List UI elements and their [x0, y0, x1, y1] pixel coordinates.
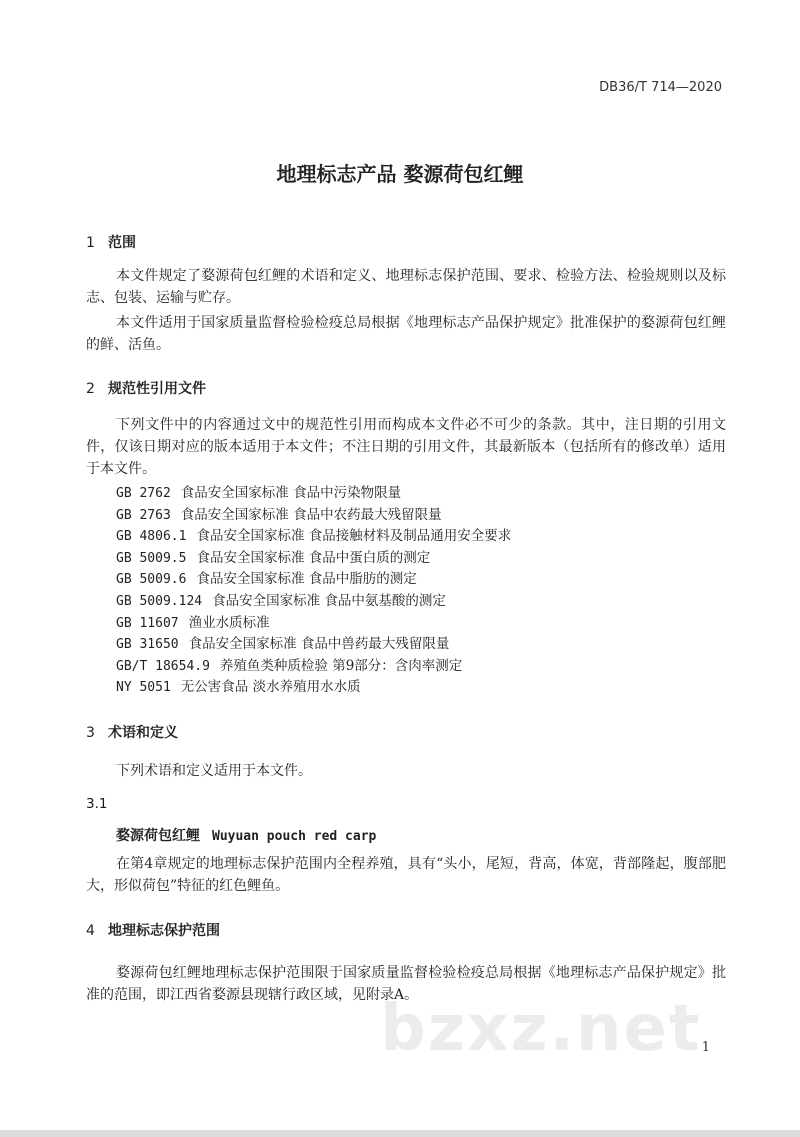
section-title: 术语和定义: [108, 725, 178, 741]
reference-item: [116, 526, 511, 548]
term-english: Wuyuan pouch red carp: [212, 829, 377, 844]
reference-title: 无公害食品 淡水养殖用水水质: [180, 679, 361, 696]
reference-item: [116, 656, 511, 678]
reference-title: 食品安全国家标准 食品中脂肪的测定: [196, 571, 417, 588]
section-title: 范围: [108, 235, 136, 251]
watermark: bzxz.net: [380, 992, 702, 1066]
clause-number: 3.1: [86, 796, 108, 812]
reference-title: 渔业水质标准: [188, 614, 270, 631]
reference-code: GB 5009.124: [116, 593, 203, 609]
reference-title: 食品安全国家标准 食品接触材料及制品通用安全要求: [196, 528, 512, 545]
section-3-heading: [86, 722, 178, 742]
section-2-paragraph-1: 下列文件中的内容通过文中的规范性引用而构成本文件必不可少的条款。其中，注日期的引用文件，仅该日期对应的版本适用于本文件；不注日期的引用文件，其最新版本（包括所有的修改单）适用于本文件。: [86, 417, 726, 477]
reference-item: [116, 483, 511, 505]
section-title: 规范性引用文件: [108, 381, 206, 397]
reference-item: [116, 613, 511, 635]
normative-references-list: [116, 483, 511, 699]
reference-title: 食品安全国家标准 食品中农药最大残留限量: [180, 506, 442, 523]
page-number: 1: [701, 1040, 710, 1055]
section-number: 4: [86, 923, 95, 939]
reference-code: GB 2762: [116, 486, 171, 501]
reference-code: GB 5009.5: [116, 550, 187, 566]
section-number: 3: [86, 725, 95, 741]
reference-code: GB 2763: [116, 507, 171, 523]
section-4-heading: [86, 920, 220, 940]
section-number: 1: [86, 235, 95, 251]
reference-title: 食品安全国家标准 食品中蛋白质的测定: [196, 549, 431, 566]
section-3-paragraph-1: 下列术语和定义适用于本文件。: [116, 763, 312, 779]
reference-title: 养殖鱼类种质检验 第9部分：含肉率测定: [219, 657, 463, 674]
reference-code: GB 11607: [116, 615, 179, 631]
reference-title: 食品安全国家标准 食品中污染物限量: [180, 485, 402, 501]
section-4-paragraph-1: 婺源荷包红鲤地理标志保护范围限于国家质量监督检验检疫总局根据《地理标志产品保护规定》批准的范围，即江西省婺源县现辖行政区域，见附录A。: [86, 965, 726, 1003]
section-2-heading: [86, 378, 206, 398]
reference-code: GB 4806.1: [116, 529, 187, 545]
section-1-paragraph-1: 本文件规定了婺源荷包红鲤的术语和定义、地理标志保护范围、要求、检验方法、检验规则以及标志、包装、运输与贮存。: [86, 268, 726, 306]
reference-code: GB/T 18654.9: [116, 658, 210, 674]
reference-code: GB 31650: [116, 637, 179, 653]
term-definition: 在第4章规定的地理标志保护范围内全程养殖，具有“头小，尾短，背高，体宽，背部隆起，腹部肥大，形似荷包”特征的红色鲤鱼。: [86, 856, 726, 894]
section-1-paragraph-2: 本文件适用于国家质量监督检验检疫总局根据《地理标志产品保护规定》批准保护的婺源荷包红鲤的鲜、活鱼。: [86, 315, 726, 353]
reference-item: [116, 591, 511, 613]
section-number: 2: [86, 381, 95, 397]
term-entry: [116, 825, 376, 845]
reference-item: [116, 569, 511, 591]
section-title: 地理标志保护范围: [108, 923, 220, 939]
section-1-heading: [86, 232, 136, 252]
document-title: 地理标志产品 婺源荷包红鲤: [276, 162, 524, 186]
reference-item: [116, 677, 511, 699]
term-chinese: 婺源荷包红鲤: [116, 828, 200, 844]
reference-title: 食品安全国家标准 食品中兽药最大残留限量: [188, 636, 450, 653]
reference-title: 食品安全国家标准 食品中氨基酸的测定: [212, 592, 446, 609]
reference-code: GB 5009.6: [116, 572, 187, 588]
reference-item: [116, 548, 511, 570]
page-bottom-edge: [0, 1130, 800, 1137]
reference-item: [116, 634, 511, 656]
reference-item: [116, 505, 511, 527]
document-code: DB36/T 714—2020: [599, 80, 722, 95]
reference-code: NY 5051: [116, 680, 171, 696]
